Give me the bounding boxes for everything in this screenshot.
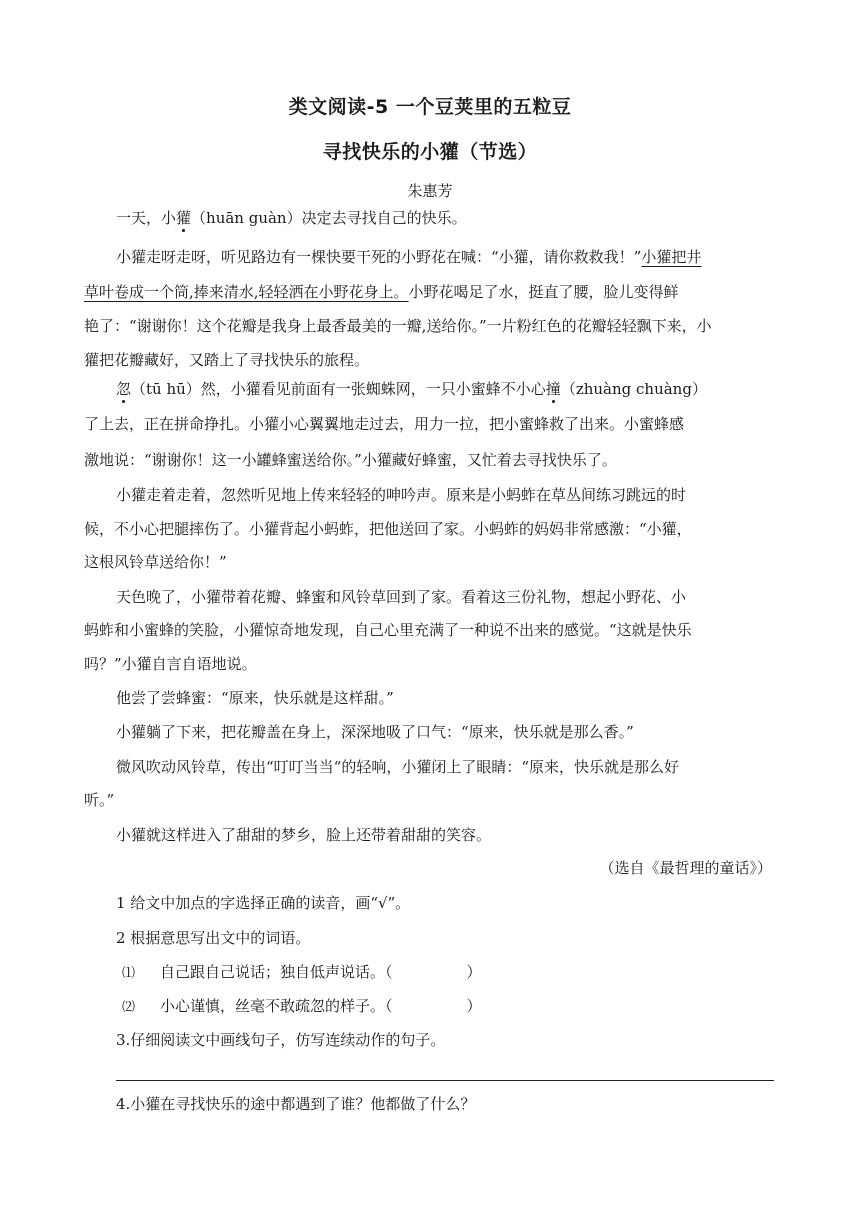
passage-line-4: 艳了：“谢谢你！这个花瓣是我身上最香最美的一瓣,送给你。”一片粉红色的花瓣轻轻飘下来，小 [84, 317, 712, 335]
question-2: 2 根据意思写出文中的词语。 [116, 929, 311, 947]
passage-line-2: 小獾走呀走呀，听见路边有一棵快要干死的小野花在喊：“小獾，请你救救我！”小獾把井 [116, 248, 702, 266]
underlined-sentence: 草叶卷成一个筒,捧来清水,轻轻洒在小野花身上。 [84, 283, 409, 301]
passage-line-12: 天色晚了，小獾带着花瓣、蜂蜜和风铃草回到了家。看着这三份礼物，想起小野花、小 [116, 588, 687, 606]
passage-line-5: 獾把花瓣藏好，又踏上了寻找快乐的旅程。 [84, 351, 370, 369]
dotted-character: 獾 [176, 209, 192, 227]
passage-line-11: 这根风铃草送给你！” [84, 553, 227, 571]
passage-line-16: 小獾躺了下来，把花瓣盖在身上，深深地吸了口气：“原来，快乐就是那么香。” [116, 723, 634, 741]
question-2-item-2: ⑵ 小心谨慎，丝毫不敢疏忽的样子。（ ） [122, 996, 822, 1018]
question-1: 1 给文中加点的字选择正确的读音，画“√”。 [116, 894, 411, 912]
passage-line-3: 草叶卷成一个筒,捧来清水,轻轻洒在小野花身上。小野花喝足了水，挺直了腰，脸儿变得鲜 [84, 283, 679, 301]
passage-line-10: 候，不小心把腿摔伤了。小獾背起小蚂蚱，把他送回了家。小蚂蚱的妈妈非常感激：“小獾， [84, 520, 692, 538]
passage-line-19: 小獾就这样进入了甜甜的梦乡，脸上还带着甜甜的笑容。 [116, 826, 492, 844]
passage-line-18: 听。” [84, 791, 115, 809]
item-number: ⑴ [122, 966, 136, 981]
underlined-sentence: 小獾把井 [641, 248, 702, 266]
question-3: 3.仔细阅读文中画线句子，仿写连续动作的句子。 [116, 1031, 446, 1049]
passage-line-9: 小獾走着走着，忽然听见地上传来轻轻的呻吟声。原来是小蚂蚱在草丛间练习跳远的时 [116, 486, 687, 504]
author-name: 朱惠芳 [407, 182, 453, 200]
page-title: 类文阅读-5 一个豆荚里的五粒豆 [288, 96, 572, 118]
passage-line-14: 吗？”小獾自言自语地说。 [84, 655, 257, 673]
passage-line-8: 激地说：“谢谢你！这一小罐蜂蜜送给你。”小獾藏好蜂蜜，又忙着去寻找快乐了。 [84, 451, 617, 469]
dotted-character: 撞 [545, 380, 561, 398]
source-citation: （选自《最哲理的童话》） [599, 859, 772, 877]
passage-line-15: 他尝了尝蜂蜜：“原来，快乐就是这样甜。” [116, 689, 394, 707]
passage-line-7: 了上去，正在拼命挣扎。小獾小心翼翼地走过去，用力一拉，把小蜜蜂救了出来。小蜜蜂感 [84, 415, 685, 433]
item-number: ⑵ [122, 1000, 136, 1015]
passage-line-13: 蚂蚱和小蜜蜂的笑脸，小獾惊奇地发现，自己心里充满了一种说不出来的感觉。“这就是快乐 [84, 621, 692, 639]
passage-line-6: 忽（tū hū）然，小獾看见前面有一张蜘蛛网，一只小蜜蜂不小心撞（zhuàng chuàng） [116, 380, 707, 398]
passage-line-17: 微风吹动风铃草，传出“叮叮当当“的轻响，小獾闭上了眼睛：“原来，快乐就是那么好 [116, 758, 680, 776]
question-2-item-1: ⑴ 自己跟自己说话；独自低声说话。（ ） [122, 962, 822, 984]
story-title: 寻找快乐的小獾（节选） [322, 141, 538, 163]
answer-line[interactable] [116, 1080, 774, 1081]
dotted-character: 忽 [116, 380, 132, 398]
question-4: 4.小獾在寻找快乐的途中都遇到了谁？他都做了什么？ [116, 1095, 476, 1113]
passage-line-1: 一天，小獾（huān guàn）决定去寻找自己的快乐。 [116, 209, 467, 227]
